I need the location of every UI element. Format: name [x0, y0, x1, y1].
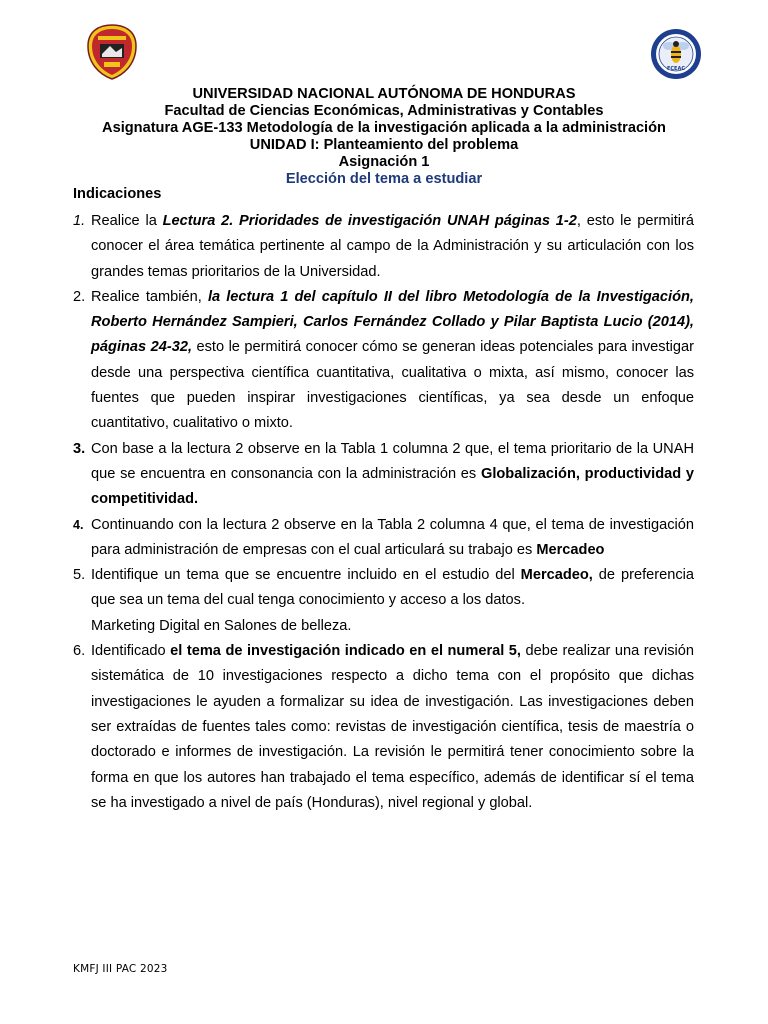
page-footer: KMFJ III PAC 2023	[73, 963, 168, 975]
document-header	[60, 86, 708, 188]
list-item	[73, 285, 694, 437]
item-text: Con base a la lectura 2 observe en la Tabla 1 columna 2 que, el tema prioritario de la UNAH que se encuentra en consonancia con la administración es	[91, 440, 694, 482]
student-topic-answer: Marketing Digital en Salones de belleza.	[91, 617, 352, 634]
item-text: debe realizar una revisión sistemática de 10 investigaciones respecto a dicho tema con el propósito que dichas investigaciones le ayuden a formalizar su idea de investigación. Las investigaciones deben ser extraídas de fuentes tales como: revistas de investigación científica, tesis de maestría o doctorado e informes de investigación. La revisión le permitirá tener conocimiento sobre la forma en que los autores han trabajado el tema específico, además de identificar sí el tema se ha investigado a nivel de país (Honduras), nivel regional y global.	[91, 643, 695, 811]
item-text: , esto le permitirá conocer el área temática pertinente al campo de la Administración y su articulación con los grandes temas prioritarios de la Universidad.	[91, 213, 694, 280]
faculty-bee-logo	[650, 27, 702, 81]
item-text: Realice también,	[91, 288, 208, 305]
item-text: Identifique un tema que se encuentre incluido en el estudio del	[91, 567, 521, 584]
instructions-heading: Indicaciones	[73, 186, 162, 202]
item-emphasis: Mercadeo,	[520, 567, 593, 584]
unit-title: UNIDAD I: Planteamiento del problema	[249, 137, 519, 153]
university-title: UNIVERSIDAD NACIONAL AUTÓNOMA DE HONDURAS	[192, 86, 576, 102]
item-number: 5.	[73, 567, 86, 584]
item-text: Continuando con la lectura 2 observe en la Tabla 2 columna 4 que, el tema de investigación para administración de empresas con el cual articulará su trabajo es	[91, 516, 694, 558]
item-number: 3.	[73, 440, 86, 457]
assignment-title: Asignación 1	[338, 154, 430, 170]
item-emphasis: Mercadeo	[536, 541, 605, 558]
item-emphasis: la lectura 1 del capítulo II del libro Metodología de la Investigación, Roberto Hernández Sampieri, Carlos Fernández Collado y Pilar Baptista Lucio (2014), páginas 24-32,	[91, 288, 694, 356]
list-item	[73, 563, 694, 614]
item-emphasis: Globalización, productividad y competitividad.	[91, 465, 695, 508]
list-item	[73, 513, 694, 564]
logo-right-text: FCEAC	[666, 66, 686, 72]
list-item	[73, 639, 694, 816]
item-text: Identificado	[91, 643, 171, 660]
item-number: 4.	[73, 517, 84, 532]
list-item	[73, 437, 694, 513]
faculty-title: Facultad de Ciencias Económicas, Administrativas y Contables	[164, 103, 604, 119]
course-title: Asignatura AGE-133 Metodología de la investigación aplicada a la administración	[102, 120, 666, 136]
item-emphasis: Lectura 2. Prioridades de investigación UNAH páginas 1-2	[162, 213, 577, 229]
unah-seal-logo	[86, 24, 138, 80]
item-number: 2.	[73, 288, 86, 305]
item-text: esto le permitirá conocer cómo se generan ideas potenciales para investigar desde una perspectiva científica cuantitativa, cualitativa o mixta, así mismo, conocer las fuentes que pueden inspirar investigaciones científicas, ya sea desde un enfoque cuantitativo, cualitativo o mixto.	[91, 339, 694, 432]
item-text: de preferencia que sea un tema del cual tenga conocimiento y acceso a los datos.	[91, 567, 694, 609]
instructions-list	[73, 209, 694, 816]
item-emphasis: el tema de investigación indicado en el numeral 5,	[170, 643, 521, 660]
item-number: 6.	[73, 643, 86, 660]
assignment-subtitle: Elección del tema a estudiar	[285, 171, 483, 187]
item-number: 1.	[73, 213, 86, 229]
item-text: Realice la	[91, 213, 163, 229]
list-item	[73, 209, 694, 285]
